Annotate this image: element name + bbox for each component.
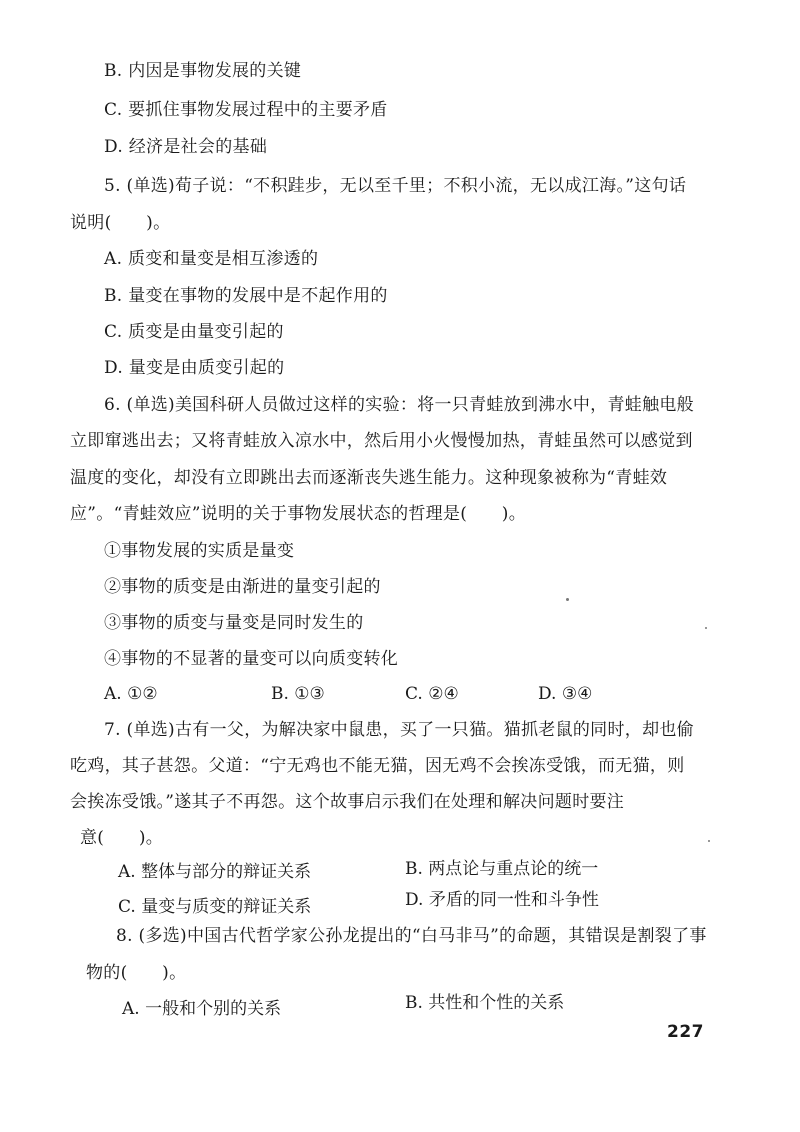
q5-option-d: D. 量变是由质变引起的 — [104, 358, 285, 378]
q7-stem-line-1: 7. (单选)古有一父，为解决家中鼠患，买了一只猫。猫抓老鼠的同时，却也偷 — [104, 720, 694, 740]
q5-option-a: A. 质变和量变是相互渗透的 — [104, 249, 319, 269]
q8-option-a: A. 一般和个别的关系 — [122, 999, 282, 1019]
q7-stem-line-4: 意( )。 — [80, 828, 164, 848]
q7-option-a: A. 整体与部分的辩证关系 — [118, 862, 312, 882]
q6-statement-2: ②事物的质变是由渐进的量变引起的 — [104, 577, 381, 597]
q8-stem-line-1: 8. (多选)中国古代哲学家公孙龙提出的“白马非马”的命题，其错误是割裂了事 — [116, 926, 707, 946]
q7-option-d: D. 矛盾的同一性和斗争性 — [405, 890, 599, 910]
q6-stem-line-1: 6. (单选)美国科研人员做过这样的实验：将一只青蛙放到沸水中，青蛙触电般 — [104, 395, 694, 415]
page-number: 227 — [667, 1022, 704, 1042]
prev-option-c: C. 要抓住事物发展过程中的主要矛盾 — [104, 100, 388, 120]
q6-statement-1: ①事物发展的实质是量变 — [104, 541, 295, 561]
q5-option-b: B. 量变在事物的发展中是不起作用的 — [104, 286, 388, 306]
scan-speck — [566, 598, 569, 601]
q6-stem-line-2: 立即窜逃出去；又将青蛙放入凉水中，然后用小火慢慢加热，青蛙虽然可以感觉到 — [70, 431, 693, 451]
prev-option-d: D. 经济是社会的基础 — [104, 137, 268, 157]
q6-statement-4: ④事物的不显著的量变可以向质变转化 — [104, 649, 399, 669]
prev-option-b: B. 内因是事物发展的关键 — [104, 61, 302, 81]
scan-speck — [705, 627, 707, 629]
q7-option-c: C. 量变与质变的辩证关系 — [118, 897, 312, 917]
scan-speck — [708, 840, 710, 842]
q8-stem-line-2: 物的( )。 — [86, 963, 187, 983]
q6-stem-line-4: 应”。“青蛙效应”说明的关于事物发展状态的哲理是( )。 — [70, 504, 527, 524]
q6-option-b: B. ①③ — [271, 684, 325, 704]
q6-option-c: C. ②④ — [405, 684, 459, 704]
q6-option-d: D. ③④ — [538, 684, 593, 704]
q5-option-c: C. 质变是由量变引起的 — [104, 322, 284, 342]
q8-option-b: B. 共性和个性的关系 — [405, 993, 565, 1013]
q5-stem-line-1: 5. (单选)荀子说：“不积跬步，无以至千里；不积小流，无以成江海。”这句话 — [104, 176, 687, 196]
q6-option-a: A. ①② — [104, 684, 158, 704]
q6-stem-line-3: 温度的变化，却没有立即跳出去而逐渐丧失逃生能力。这种现象被称为“青蛙效 — [70, 468, 668, 488]
q6-statement-3: ③事物的质变与量变是同时发生的 — [104, 613, 364, 633]
q7-stem-line-3: 会挨冻受饿。”遂其子不再怨。这个故事启示我们在处理和解决问题时要注 — [70, 792, 625, 812]
q5-stem-line-2: 说明( )。 — [70, 213, 171, 233]
q7-option-b: B. 两点论与重点论的统一 — [405, 859, 599, 879]
q7-stem-line-2: 吃鸡，其子甚怨。父道：“宁无鸡也不能无猫，因无鸡不会挨冻受饿，而无猫，则 — [70, 756, 685, 776]
